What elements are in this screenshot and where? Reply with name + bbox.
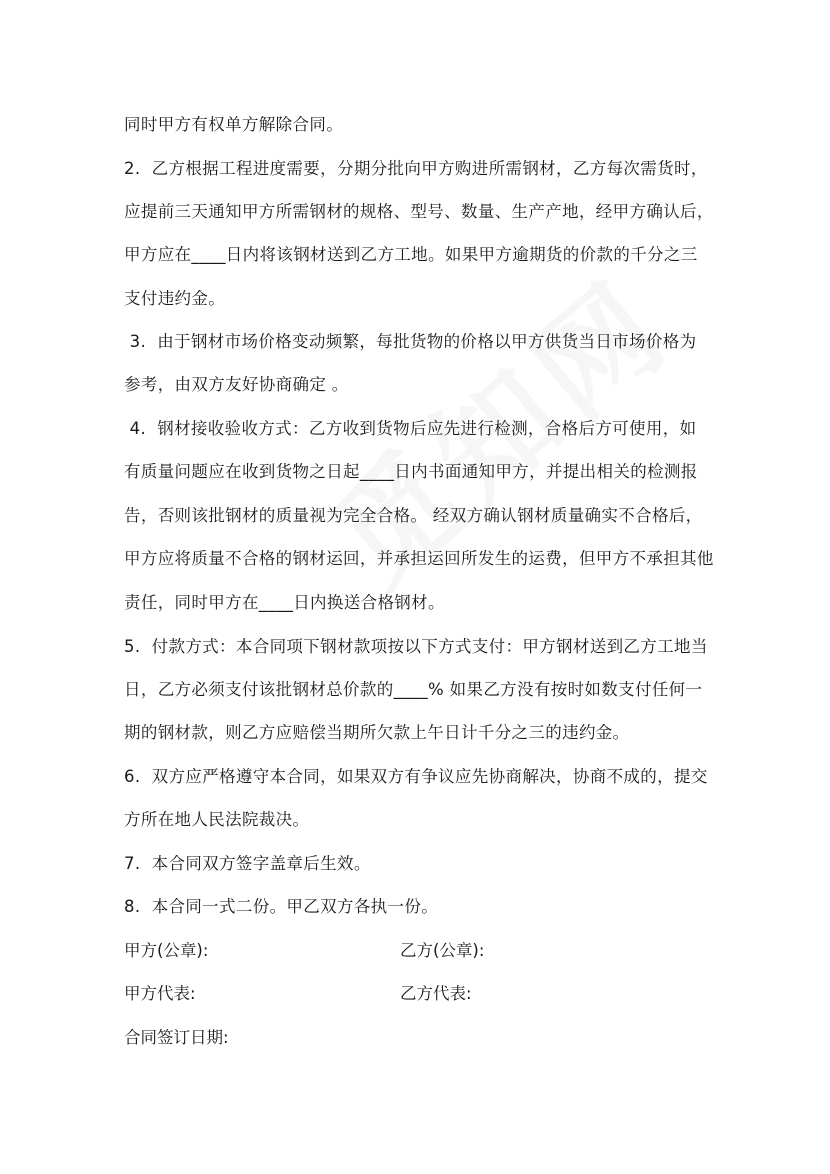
contract-line: 3. 由于钢材市场价格变动频繁，每批货物的价格以甲方供货当日市场价格为 (124, 332, 697, 351)
contract-line: 2. 乙方根据工程进度需要，分期分批向甲方购进所需钢材，乙方每次需货时， (124, 159, 708, 178)
contract-line: 6. 双方应严格遵守本合同，如果双方有争议应先协商解决，协商不成的，提交 (124, 767, 708, 786)
party-b-seal-label: 乙方(公章): (400, 941, 485, 960)
party-a-rep-label: 甲方代表: (124, 984, 196, 1003)
contract-line: 期的钢材款，则乙方应赔偿当期所欠款上午日计千分之三的违约金。 (124, 723, 630, 742)
contract-line: 7. 本合同双方签字盖章后生效。 (124, 854, 371, 873)
party-b-rep-label: 乙方代表: (400, 984, 472, 1003)
contract-line: 4. 钢材接收验收方式：乙方收到货物后应先进行检测，合格后方可使用，如 (124, 419, 697, 438)
contract-line: 参考，由双方友好协商确定 。 (124, 375, 349, 394)
contract-line: 方所在地人民法院裁决。 (124, 810, 310, 829)
party-a-seal-label: 甲方(公章): (124, 941, 209, 960)
contract-line: 甲方应在____日内将该钢材送到乙方工地。如果甲方逾期货的价款的千分之三 (124, 245, 698, 264)
contract-line: 8. 本合同一式二份。甲乙双方各执一份。 (124, 897, 439, 916)
contract-line: 5. 付款方式：本合同项下钢材款项按以下方式支付：甲方钢材送到乙方工地当 (124, 637, 708, 656)
contract-line: 支付违约金。 (124, 289, 226, 308)
contract-line: 同时甲方有权单方解除合同。 (124, 115, 344, 134)
contract-line: 有质量问题应在收到货物之日起____日内书面通知甲方，并提出相关的检测报 (124, 462, 698, 481)
contract-line: 责任，同时甲方在____日内换送合格钢材。 (124, 593, 445, 612)
contract-line: 日，乙方必须支付该批钢材总价款的____% 如果乙方没有按时如数支付任何一 (124, 680, 703, 699)
contract-line: 甲方应将质量不合格的钢材运回，并承担运回所发生的运费，但甲方不承担其他 (124, 549, 714, 568)
contract-line: 应提前三天通知甲方所需钢材的规格、型号、数量、生产产地，经甲方确认后， (124, 202, 714, 221)
sign-date-label: 合同签订日期: (124, 1028, 229, 1047)
contract-line: 告，否则该批钢材的质量视为完全合格。 经双方确认钢材质量确实不合格后， (124, 506, 703, 525)
